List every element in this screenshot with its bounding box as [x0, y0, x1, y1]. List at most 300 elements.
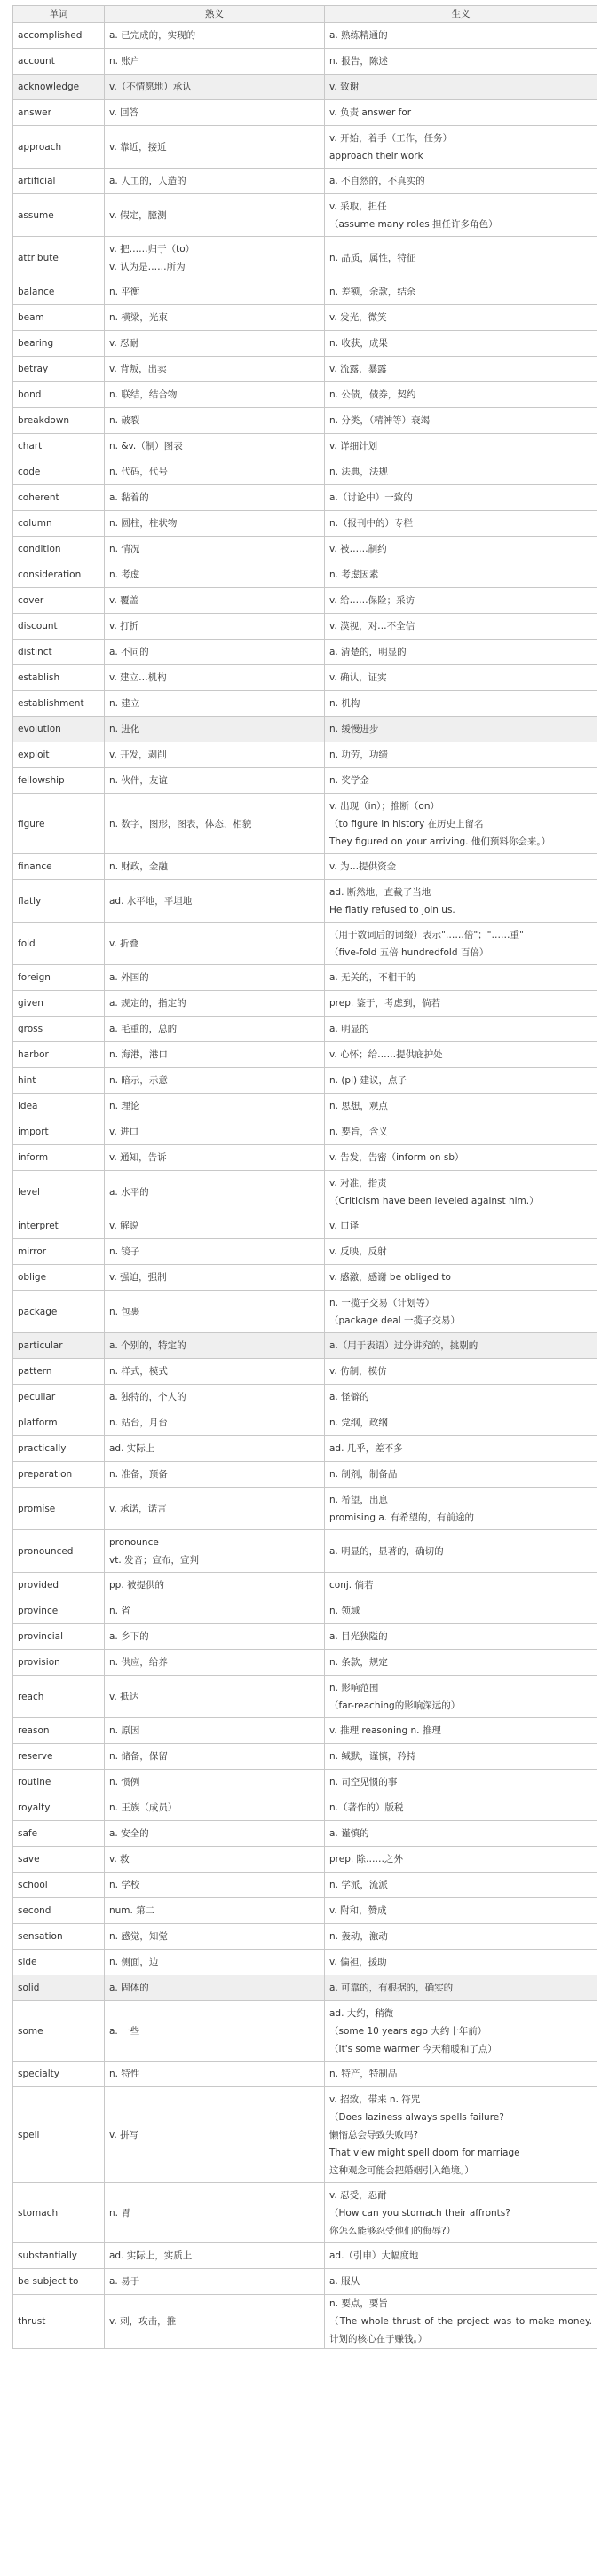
- word-cell: thrust: [13, 2295, 105, 2349]
- meaning-line: n. 影响范围: [329, 1682, 379, 1693]
- meaning-line: n. 暗示，示意: [109, 1075, 168, 1086]
- familiar-meaning-cell: [105, 382, 325, 408]
- familiar-meaning-cell: [105, 331, 325, 357]
- word-cell: establish: [13, 665, 105, 691]
- familiar-meaning-cell: [105, 1821, 325, 1847]
- meaning-line: v. 感激，感谢 be obliged to: [329, 1272, 451, 1283]
- meaning-line: n. 胃: [109, 2207, 130, 2219]
- uncommon-meaning-cell: [325, 1744, 597, 1770]
- table-row: [13, 1488, 597, 1530]
- familiar-meaning-cell: [105, 408, 325, 434]
- uncommon-meaning-cell: [325, 1488, 597, 1530]
- familiar-meaning-cell: [105, 717, 325, 742]
- familiar-meaning-cell: [105, 2183, 325, 2243]
- meaning-line: n. 学校: [109, 1880, 140, 1890]
- familiar-meaning-cell: [105, 305, 325, 331]
- meaning-line: v. 通知，告诉: [109, 1152, 167, 1163]
- familiar-meaning-cell: [105, 1650, 325, 1676]
- table-row: [13, 75, 597, 100]
- meaning-line: n. 供应，给养: [109, 1657, 168, 1668]
- familiar-meaning-cell: [105, 2243, 325, 2269]
- meaning-line: v. 救: [109, 1854, 130, 1865]
- word-cell: answer: [13, 100, 105, 126]
- meaning-line: v. 致谢: [329, 82, 360, 92]
- meaning-line: （用于数词后的词缀）表示"……倍"；"……重": [329, 929, 524, 940]
- meaning-line: a. 人工的，人造的: [109, 176, 186, 186]
- meaning-line: （far-reaching的影响深远的）: [329, 1700, 461, 1711]
- table-row: [13, 880, 597, 923]
- table-row: [13, 1145, 597, 1171]
- word-cell: province: [13, 1598, 105, 1624]
- table-row: [13, 742, 597, 768]
- meaning-line: n. 一揽子交易（计划等）: [329, 1297, 435, 1308]
- uncommon-meaning-cell: [325, 459, 597, 485]
- meaning-line: n. (pl) 建议，点子: [329, 1075, 407, 1086]
- table-row: [13, 1624, 597, 1650]
- table-row: [13, 1462, 597, 1488]
- uncommon-meaning-cell: [325, 665, 597, 691]
- word-cell: coherent: [13, 485, 105, 511]
- meaning-line: n. 数字，图形，图表，体态，相貌: [109, 818, 252, 829]
- familiar-meaning-cell: [105, 665, 325, 691]
- familiar-meaning-cell: [105, 1795, 325, 1821]
- uncommon-meaning-cell: [325, 1119, 597, 1145]
- table-row: [13, 2269, 597, 2295]
- meaning-line: v. 开发，剥削: [109, 750, 167, 760]
- meaning-line: v. 背叛，出卖: [109, 364, 167, 374]
- meaning-line: v. 招致，带来 n. 符咒: [329, 2093, 421, 2105]
- table-row: [13, 1171, 597, 1213]
- uncommon-meaning-cell: [325, 1462, 597, 1488]
- uncommon-meaning-cell: [325, 357, 597, 382]
- table-row: [13, 1530, 597, 1573]
- meaning-line: n. 法典，法规: [329, 467, 388, 477]
- meaning-line: v. 出现（in）；推断（on）: [329, 800, 439, 812]
- word-cell: gross: [13, 1017, 105, 1042]
- word-cell: cover: [13, 588, 105, 614]
- meaning-line: v. 回答: [109, 107, 139, 118]
- meaning-line: n. 包裹: [109, 1306, 140, 1317]
- uncommon-meaning-cell: [325, 126, 597, 169]
- meaning-line: 懒惰总会导致失败吗?: [329, 2129, 419, 2140]
- table-row: [13, 640, 597, 665]
- uncommon-meaning-cell: [325, 1171, 597, 1213]
- uncommon-meaning-cell: [325, 1017, 597, 1042]
- meaning-line: n. 思想，观点: [329, 1101, 388, 1111]
- table-row: [13, 2062, 597, 2087]
- uncommon-meaning-cell: [325, 1042, 597, 1068]
- uncommon-meaning-cell: [325, 742, 597, 768]
- uncommon-meaning-cell: [325, 2269, 597, 2295]
- familiar-meaning-cell: [105, 1213, 325, 1239]
- familiar-meaning-cell: [105, 1385, 325, 1410]
- meaning-line: n. 情况: [109, 544, 140, 554]
- meaning-line: n. 机构: [329, 698, 360, 709]
- familiar-meaning-cell: [105, 100, 325, 126]
- familiar-meaning-cell: [105, 2062, 325, 2087]
- meaning-line: （Does laziness always spells failure?: [329, 2111, 504, 2123]
- meaning-line: v. 忍受，忍耐: [329, 2189, 387, 2201]
- table-row: [13, 1650, 597, 1676]
- meaning-line: n. 原因: [109, 1725, 140, 1736]
- word-cell: interpret: [13, 1213, 105, 1239]
- word-cell: pattern: [13, 1359, 105, 1385]
- table-row: [13, 1573, 597, 1598]
- table-row: [13, 49, 597, 75]
- meaning-line: n. 轰动，激动: [329, 1931, 388, 1942]
- word-cell: attribute: [13, 237, 105, 279]
- table-row: [13, 382, 597, 408]
- word-cell: hint: [13, 1068, 105, 1094]
- uncommon-meaning-cell: [325, 854, 597, 880]
- meaning-line: n. 缓慢进步: [329, 724, 379, 734]
- familiar-meaning-cell: [105, 1017, 325, 1042]
- table-row: [13, 434, 597, 459]
- word-cell: import: [13, 1119, 105, 1145]
- meaning-line: （It's some warmer 今天稍暖和了点）: [329, 2043, 497, 2054]
- meaning-line: a. 个别的，特定的: [109, 1340, 186, 1351]
- word-cell: mirror: [13, 1239, 105, 1265]
- uncommon-meaning-cell: [325, 1333, 597, 1359]
- table-row: [13, 1239, 597, 1265]
- table-row: [13, 562, 597, 588]
- meaning-line: v. 给……保险；采访: [329, 595, 415, 606]
- meaning-line: v. 承诺，诺言: [109, 1503, 167, 1514]
- meaning-line: 你怎么能够忍受他们的侮辱?）: [329, 2225, 456, 2236]
- uncommon-meaning-cell: [325, 511, 597, 537]
- meaning-line: n. 储备，保留: [109, 1751, 168, 1762]
- table-row: [13, 717, 597, 742]
- table-row: [13, 511, 597, 537]
- meaning-line: n. 横梁，光束: [109, 312, 168, 323]
- word-cell: breakdown: [13, 408, 105, 434]
- meaning-line: （package deal 一揽子交易）: [329, 1315, 460, 1326]
- meaning-line: a. 谨慎的: [329, 1828, 369, 1839]
- meaning-line: v. 解说: [109, 1221, 139, 1231]
- familiar-meaning-cell: [105, 1744, 325, 1770]
- word-cell: bearing: [13, 331, 105, 357]
- meaning-line: a. 熟练精通的: [329, 30, 388, 41]
- uncommon-meaning-cell: [325, 2295, 597, 2349]
- familiar-meaning-cell: [105, 1598, 325, 1624]
- uncommon-meaning-cell: [325, 1359, 597, 1385]
- meaning-line: n. 财政，金融: [109, 861, 168, 872]
- meaning-line: vt. 发音；宣布，宣判: [109, 1554, 200, 1566]
- familiar-meaning-cell: [105, 357, 325, 382]
- familiar-meaning-cell: [105, 1924, 325, 1950]
- uncommon-meaning-cell: [325, 100, 597, 126]
- familiar-meaning-cell: [105, 1573, 325, 1598]
- familiar-meaning-cell: [105, 2295, 325, 2349]
- uncommon-meaning-cell: [325, 588, 597, 614]
- familiar-meaning-cell: [105, 1359, 325, 1385]
- uncommon-meaning-cell: [325, 880, 597, 923]
- word-cell: establishment: [13, 691, 105, 717]
- uncommon-meaning-cell: [325, 1924, 597, 1950]
- familiar-meaning-cell: [105, 434, 325, 459]
- table-row: [13, 23, 597, 49]
- table-row: [13, 1898, 597, 1924]
- word-cell: level: [13, 1171, 105, 1213]
- familiar-meaning-cell: [105, 1291, 325, 1333]
- meaning-line: v. 折叠: [109, 938, 139, 949]
- meaning-line: n. 样式，模式: [109, 1366, 168, 1377]
- uncommon-meaning-cell: [325, 75, 597, 100]
- meaning-line: v. 靠近，接近: [109, 141, 167, 153]
- table-row: [13, 923, 597, 965]
- meaning-line: n. 要旨，含义: [329, 1127, 388, 1137]
- meaning-line: a. 规定的，指定的: [109, 998, 186, 1009]
- meaning-line: v. 确认，证实: [329, 672, 387, 683]
- word-cell: substantially: [13, 2243, 105, 2269]
- meaning-line: n. 考虑: [109, 569, 140, 580]
- word-cell: bond: [13, 382, 105, 408]
- word-cell: code: [13, 459, 105, 485]
- meaning-line: n. 感觉，知觉: [109, 1931, 168, 1942]
- meaning-line: v. 附和，赞成: [329, 1905, 387, 1916]
- meaning-line: n. 建立: [109, 698, 140, 709]
- word-cell: solid: [13, 1975, 105, 2001]
- table-row: [13, 1676, 597, 1718]
- meaning-line: ad. 断然地，直截了当地: [329, 886, 431, 898]
- familiar-meaning-cell: [105, 1624, 325, 1650]
- uncommon-meaning-cell: [325, 1291, 597, 1333]
- meaning-line: v. 发光，微笑: [329, 312, 387, 323]
- familiar-meaning-cell: [105, 23, 325, 49]
- table-row: [13, 1385, 597, 1410]
- familiar-meaning-cell: [105, 1436, 325, 1462]
- uncommon-meaning-cell: [325, 794, 597, 854]
- meaning-line: a. 清楚的，明显的: [329, 647, 407, 657]
- meaning-line: v. 采取，担任: [329, 200, 387, 212]
- word-cell: finance: [13, 854, 105, 880]
- uncommon-meaning-cell: [325, 1573, 597, 1598]
- word-cell: some: [13, 2001, 105, 2062]
- uncommon-meaning-cell: [325, 640, 597, 665]
- meaning-line: v. 告发，告密（inform on sb）: [329, 1152, 464, 1163]
- meaning-line: a. 无关的，不相干的: [329, 972, 416, 983]
- familiar-meaning-cell: [105, 1718, 325, 1744]
- meaning-line: a. 目光狭隘的: [329, 1631, 388, 1642]
- familiar-meaning-cell: [105, 880, 325, 923]
- meaning-line: a. 不同的: [109, 647, 149, 657]
- word-cell: preparation: [13, 1462, 105, 1488]
- uncommon-meaning-cell: [325, 485, 597, 511]
- word-cell: peculiar: [13, 1385, 105, 1410]
- uncommon-meaning-cell: [325, 1898, 597, 1924]
- table-header-row: [13, 6, 597, 23]
- meaning-line: a. 黏着的: [109, 492, 149, 503]
- meaning-line: v. 忍耐: [109, 338, 139, 349]
- meaning-line: v. 推理 reasoning n. 推理: [329, 1725, 441, 1736]
- table-row: [13, 965, 597, 991]
- meaning-line: He flatly refused to join us.: [329, 904, 455, 915]
- familiar-meaning-cell: [105, 691, 325, 717]
- word-cell: sensation: [13, 1924, 105, 1950]
- meaning-line: v. 流露，暴露: [329, 364, 387, 374]
- uncommon-meaning-cell: [325, 768, 597, 794]
- table-row: [13, 1068, 597, 1094]
- familiar-meaning-cell: [105, 1462, 325, 1488]
- meaning-line: v. 开始，着手（工作，任务）: [329, 132, 453, 144]
- meaning-line: n. 缄默，谨慎，矜持: [329, 1751, 416, 1762]
- uncommon-meaning-cell: [325, 537, 597, 562]
- table-row: [13, 588, 597, 614]
- uncommon-meaning-cell: [325, 434, 597, 459]
- uncommon-meaning-cell: [325, 279, 597, 305]
- table-row: [13, 1333, 597, 1359]
- header-familiar-meaning: 熟义: [105, 6, 325, 23]
- table-row: [13, 1795, 597, 1821]
- uncommon-meaning-cell: [325, 562, 597, 588]
- meaning-line: n. 联结，结合物: [109, 389, 178, 400]
- meaning-line: promising a. 有希望的，有前途的: [329, 1512, 474, 1523]
- meaning-line: a. 已完成的，实现的: [109, 30, 196, 41]
- word-cell: acknowledge: [13, 75, 105, 100]
- uncommon-meaning-cell: [325, 23, 597, 49]
- table-row: [13, 126, 597, 169]
- meaning-line: v. 打折: [109, 621, 139, 632]
- uncommon-meaning-cell: [325, 1770, 597, 1795]
- uncommon-meaning-cell: [325, 1385, 597, 1410]
- word-cell: pronounced: [13, 1530, 105, 1573]
- meaning-line: n. 站台，月台: [109, 1418, 168, 1428]
- familiar-meaning-cell: [105, 854, 325, 880]
- table-row: [13, 485, 597, 511]
- meaning-line: a.（讨论中）一致的: [329, 492, 413, 503]
- familiar-meaning-cell: [105, 1265, 325, 1291]
- meaning-line: n. 特产，特制品: [329, 2069, 398, 2079]
- uncommon-meaning-cell: [325, 1821, 597, 1847]
- uncommon-meaning-cell: [325, 1239, 597, 1265]
- table-row: [13, 1975, 597, 2001]
- familiar-meaning-cell: [105, 75, 325, 100]
- meaning-line: a. 毛重的，总的: [109, 1024, 178, 1034]
- word-cell: accomplished: [13, 23, 105, 49]
- table-body: [13, 23, 597, 2349]
- meaning-line: 这种观念可能会把婚姻引入绝境。）: [329, 2164, 474, 2176]
- meaning-line: n. 进化: [109, 724, 140, 734]
- word-cell: inform: [13, 1145, 105, 1171]
- word-cell: consideration: [13, 562, 105, 588]
- familiar-meaning-cell: [105, 640, 325, 665]
- table-row: [13, 1770, 597, 1795]
- meaning-line: v. 反映，反射: [329, 1246, 387, 1257]
- familiar-meaning-cell: [105, 965, 325, 991]
- uncommon-meaning-cell: [325, 691, 597, 717]
- meaning-line: ad. 实际上: [109, 1443, 155, 1454]
- meaning-line: n. 制剂，制备品: [329, 1469, 398, 1480]
- word-cell: provincial: [13, 1624, 105, 1650]
- meaning-line: That view might spell doom for marriage: [329, 2147, 520, 2158]
- familiar-meaning-cell: [105, 768, 325, 794]
- meaning-line: （five-fold 五倍 hundredfold 百倍）: [329, 946, 489, 958]
- familiar-meaning-cell: [105, 562, 325, 588]
- uncommon-meaning-cell: [325, 1436, 597, 1462]
- table-row: [13, 100, 597, 126]
- familiar-meaning-cell: [105, 485, 325, 511]
- word-cell: reserve: [13, 1744, 105, 1770]
- word-cell: package: [13, 1291, 105, 1333]
- table-row: [13, 169, 597, 194]
- uncommon-meaning-cell: [325, 305, 597, 331]
- meaning-line: v. 抵达: [109, 1691, 139, 1702]
- meaning-line: n. 准备，预备: [109, 1469, 168, 1480]
- meaning-line: pp. 被提供的: [109, 1580, 165, 1590]
- meaning-line: prep. 除……之外: [329, 1854, 404, 1865]
- word-cell: assume: [13, 194, 105, 237]
- header-word: 单词: [13, 6, 105, 23]
- word-cell: provision: [13, 1650, 105, 1676]
- table-row: [13, 1213, 597, 1239]
- table-row: [13, 1598, 597, 1624]
- familiar-meaning-cell: [105, 2001, 325, 2062]
- word-cell: distinct: [13, 640, 105, 665]
- familiar-meaning-cell: [105, 1171, 325, 1213]
- uncommon-meaning-cell: [325, 408, 597, 434]
- meaning-line: a. 不自然的，不真实的: [329, 176, 425, 186]
- table-row: [13, 1017, 597, 1042]
- word-cell: fellowship: [13, 768, 105, 794]
- familiar-meaning-cell: [105, 279, 325, 305]
- familiar-meaning-cell: [105, 1410, 325, 1436]
- meaning-line: （How can you stomach their affronts?: [329, 2207, 510, 2219]
- familiar-meaning-cell: [105, 537, 325, 562]
- meaning-line: v. 假定，臆测: [109, 209, 167, 221]
- meaning-line: conj. 倘若: [329, 1580, 374, 1590]
- uncommon-meaning-cell: [325, 1094, 597, 1119]
- word-cell: save: [13, 1847, 105, 1873]
- meaning-line: n. 司空见惯的事: [329, 1777, 398, 1787]
- table-row: [13, 2001, 597, 2062]
- meaning-line: v. 口译: [329, 1221, 360, 1231]
- uncommon-meaning-cell: [325, 1213, 597, 1239]
- meaning-line: v. 覆盖: [109, 595, 139, 606]
- uncommon-meaning-cell: [325, 1718, 597, 1744]
- table-row: [13, 1410, 597, 1436]
- table-row: [13, 991, 597, 1017]
- word-cell: flatly: [13, 880, 105, 923]
- familiar-meaning-cell: [105, 237, 325, 279]
- meaning-line: a. 明显的，显著的，确切的: [329, 1545, 444, 1557]
- meaning-line: n. 海港，港口: [109, 1049, 168, 1060]
- word-cell: account: [13, 49, 105, 75]
- meaning-line: ad. 大约，稍微: [329, 2007, 394, 2019]
- word-cell: specialty: [13, 2062, 105, 2087]
- uncommon-meaning-cell: [325, 1265, 597, 1291]
- meaning-line: a. 易于: [109, 2276, 140, 2287]
- meaning-line: n. 分类，（精神等）衰竭: [329, 415, 431, 426]
- uncommon-meaning-cell: [325, 2183, 597, 2243]
- uncommon-meaning-cell: [325, 1847, 597, 1873]
- familiar-meaning-cell: [105, 794, 325, 854]
- table-row: [13, 1265, 597, 1291]
- uncommon-meaning-cell: [325, 2001, 597, 2062]
- familiar-meaning-cell: [105, 1847, 325, 1873]
- word-cell: be subject to: [13, 2269, 105, 2295]
- word-cell: provided: [13, 1573, 105, 1598]
- table-row: [13, 1744, 597, 1770]
- word-cell: royalty: [13, 1795, 105, 1821]
- word-cell: side: [13, 1950, 105, 1975]
- table-row: [13, 305, 597, 331]
- table-row: [13, 1094, 597, 1119]
- word-cell: betray: [13, 357, 105, 382]
- uncommon-meaning-cell: [325, 2087, 597, 2183]
- meaning-line: v. 进口: [109, 1127, 139, 1137]
- table-row: [13, 1950, 597, 1975]
- table-row: [13, 854, 597, 880]
